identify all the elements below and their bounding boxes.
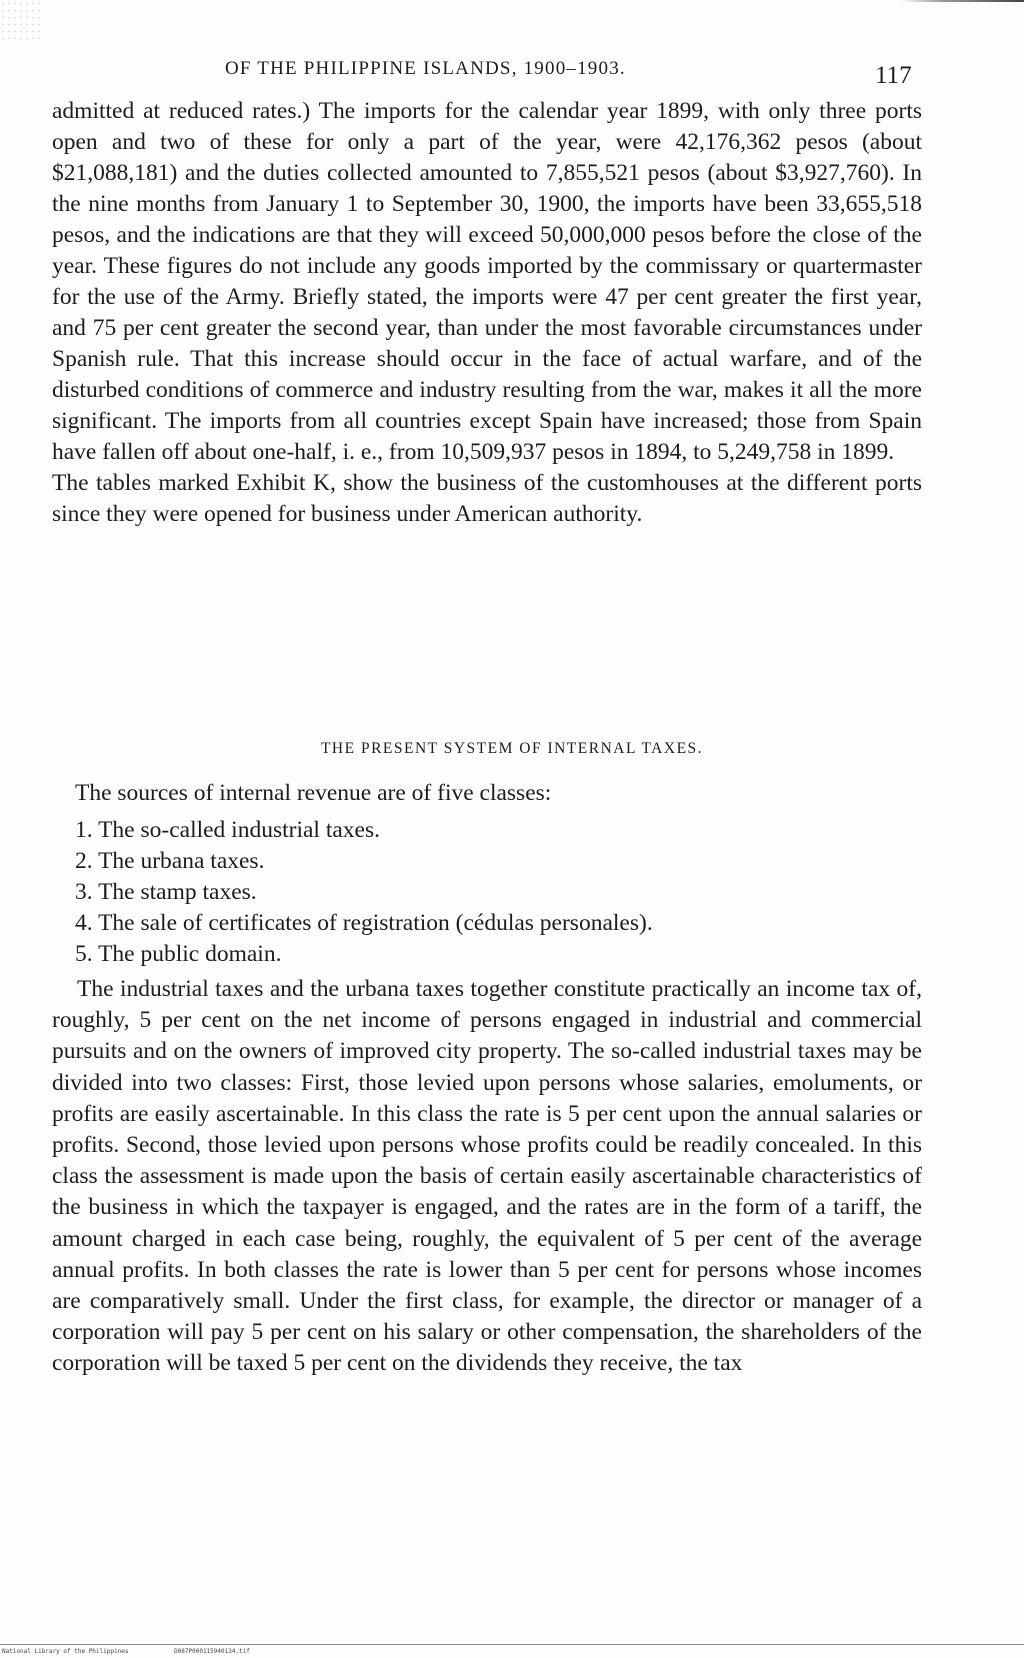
body-text-top — [52, 96, 922, 530]
list-item: 5. The public domain. — [75, 941, 282, 967]
list-item: 4. The sale of certificates of registration (cédulas personales). — [75, 910, 653, 936]
running-title: OF THE PHILIPPINE ISLANDS, 1900–1903. — [225, 58, 626, 79]
paragraph-imports: admitted at reduced rates.) The imports for the calendar year 1899, with only three ports open and two of these for only a part of the year, were 42,176,362 pesos (about $21,088,181) and the duties collected amounted to 7,855,521 pesos (about $3,927,760). In the nine months from January 1 to September 30, 1900, the imports have been 33,655,518 pesos, and the indications are that they will exceed 50,000,000 pesos before the close of the year. These figures do not include any goods imported by the commissary or quartermaster for the use of the Army. Briefly stated, the imports were 47 per cent greater the first year, and 75 per cent greater the second year, than under the most favorable circumstances under Spanish rule. That this increase should occur in the face of actual warfare, and of the disturbed conditions of commerce and industry resulting from the war, makes it all the more significant. The imports from all countries except Spain have increased; those from Spain have fallen off about one-half, i. e., from 10,509,937 pesos in 1894, to 5,249,758 in 1899. — [52, 98, 922, 465]
running-head — [0, 52, 1024, 92]
footer-library: National Library of the Philippines — [2, 1648, 129, 1655]
scan-speckle — [0, 0, 40, 40]
sources-list — [75, 815, 653, 970]
bottom-rule — [0, 1644, 1024, 1645]
top-edge-rule — [0, 0, 1024, 2]
sources-intro: The sources of internal revenue are of five classes: — [75, 780, 552, 806]
body-text-bottom — [52, 974, 922, 1380]
scan-footer — [2, 1648, 1022, 1655]
list-item: 3. The stamp taxes. — [75, 879, 257, 905]
page-number: 117 — [875, 62, 912, 89]
section-heading: THE PRESENT SYSTEM OF INTERNAL TAXES. — [320, 740, 704, 757]
list-item: 2. The urbana taxes. — [75, 848, 265, 874]
list-item: 1. The so-called industrial taxes. — [75, 817, 380, 843]
paragraph-industrial-taxes: The industrial taxes and the urbana taxes together constitute practically an income tax of, roughly, 5 per cent on the net income of persons engaged in industrial and commercial pursuits and on the owners of improved city property. The so-called industrial taxes may be divided into two classes: First, those levied upon persons whose salaries, emoluments, or profits are easily ascertainable. In this class the rate is 5 per cent upon the annual salaries or profits. Second, those levied upon persons whose profits could be readily concealed. In this class the assessment is made upon the basis of certain easily ascertainable characteristics of the business in which the taxpayer is engaged, and the rates are in the form of a tariff, the amount charged in each case being, roughly, the equivalent of 5 per cent of the average annual profits. In both classes the rate is lower than 5 per cent for persons whose incomes are comparatively small. Under the first class, for example, the director or manager of a corporation will pay 5 per cent on his salary or other compensation, the shareholders of the corporation will be taxed 5 per cent on the dividends they receive, the tax — [52, 976, 922, 1377]
paragraph-exhibit-k: The tables marked Exhibit K, show the business of the customhouses at the different ports since they were opened for business under American authority. — [52, 470, 922, 527]
footer-file-id: D087P000115940134.tif — [174, 1648, 250, 1655]
